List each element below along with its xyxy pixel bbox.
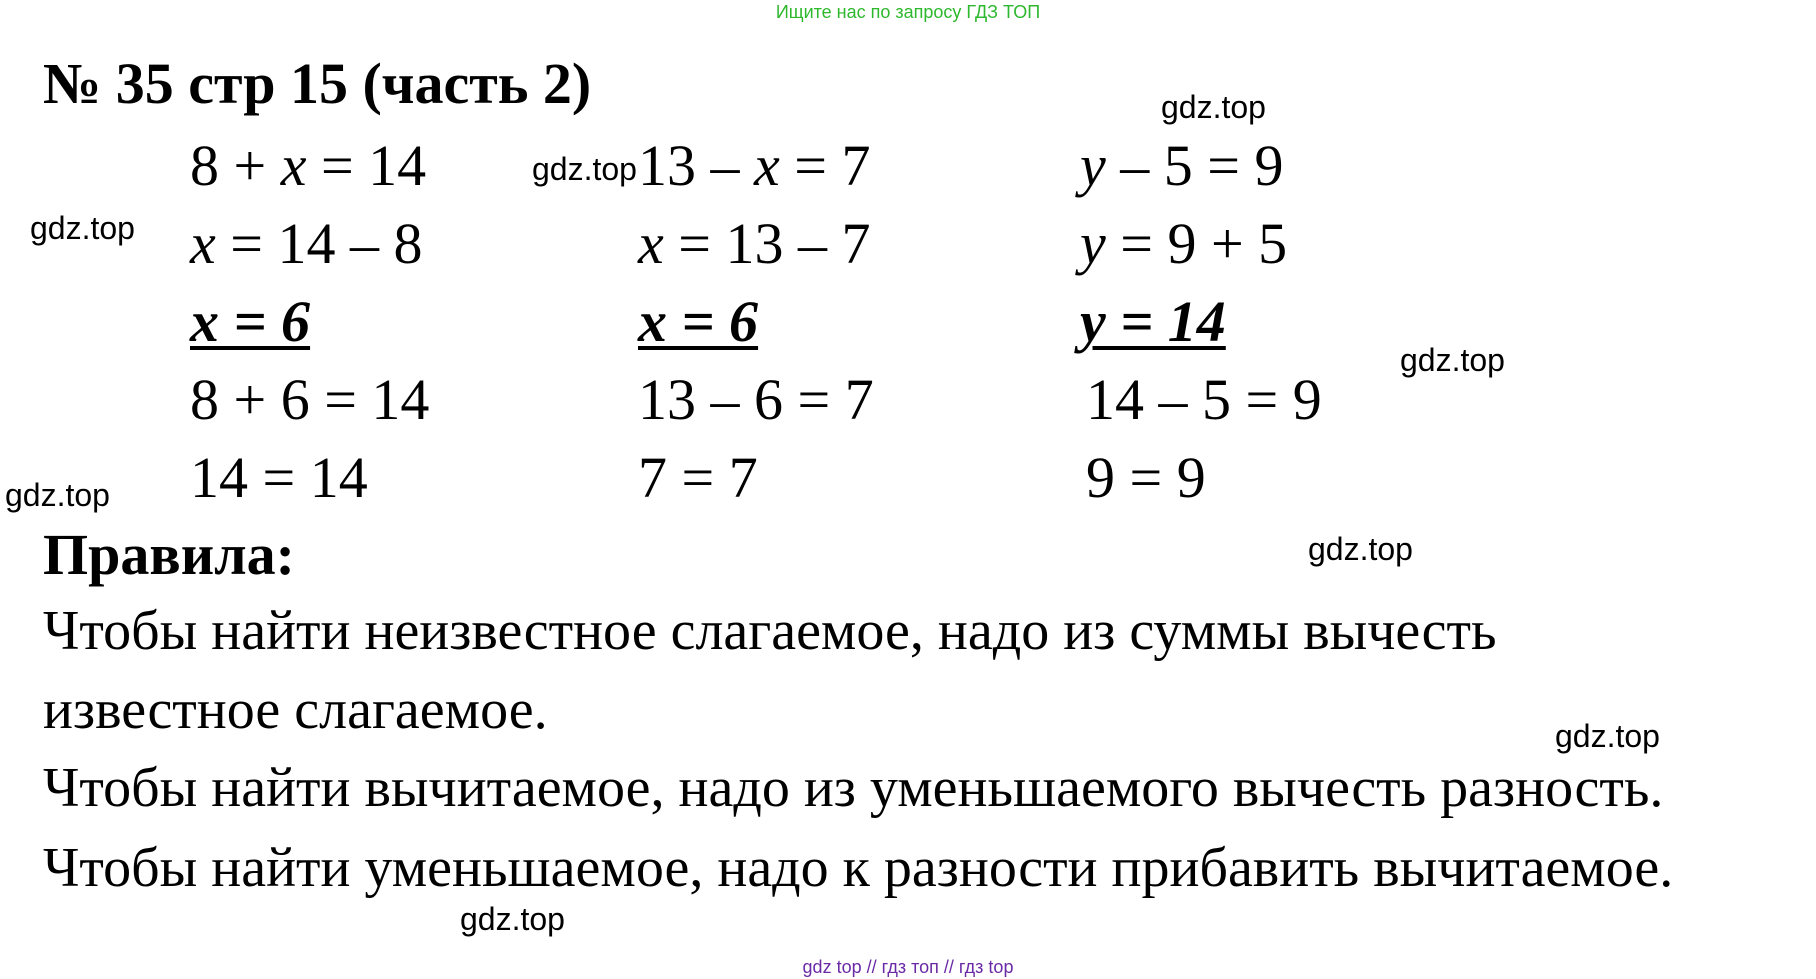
rule-line-2: известное слагаемое. — [43, 679, 548, 741]
result-3: 9 = 9 — [1086, 445, 1206, 510]
watermark: gdz.top — [5, 477, 110, 513]
answer-1: x = 6 — [190, 289, 311, 354]
answer-2: x = 6 — [638, 289, 759, 354]
answer-3: y = 14 — [1080, 289, 1226, 354]
equation-3: y – 5 = 9 — [1080, 133, 1284, 198]
step-2: x = 13 – 7 — [638, 211, 871, 276]
rule-line-4: Чтобы найти уменьшаемое, надо к разности прибавить вычитаемое. — [43, 837, 1674, 899]
step-3: y = 9 + 5 — [1080, 211, 1288, 276]
check-1: 8 + 6 = 14 — [190, 367, 430, 432]
check-2: 13 – 6 = 7 — [638, 367, 874, 432]
rules-heading: Правила: — [43, 522, 295, 587]
watermark: gdz.top — [1308, 531, 1413, 567]
footer-links: gdz top // гдз топ // гдз top — [802, 957, 1014, 977]
watermark: gdz.top — [532, 151, 637, 187]
rule-line-1: Чтобы найти неизвестное слагаемое, надо из суммы вычесть — [43, 600, 1497, 662]
watermark: gdz.top — [1555, 718, 1660, 754]
result-2: 7 = 7 — [638, 445, 758, 510]
check-3: 14 – 5 = 9 — [1086, 367, 1322, 432]
top-banner: Ищите нас по запросу ГДЗ ТОП — [775, 2, 1041, 22]
watermark: gdz.top — [30, 210, 135, 246]
equation-2: 13 – x = 7 — [638, 133, 871, 198]
result-1: 14 = 14 — [190, 445, 368, 510]
equation-1: 8 + x = 14 — [190, 133, 427, 198]
watermark: gdz.top — [460, 901, 565, 937]
rule-line-3: Чтобы найти вычитаемое, надо из уменьшаемого вычесть разность. — [43, 757, 1664, 819]
watermark: gdz.top — [1400, 342, 1505, 378]
exercise-title: № 35 стр 15 (часть 2) — [43, 51, 592, 116]
watermark: gdz.top — [1161, 89, 1266, 125]
step-1: x = 14 – 8 — [190, 211, 423, 276]
